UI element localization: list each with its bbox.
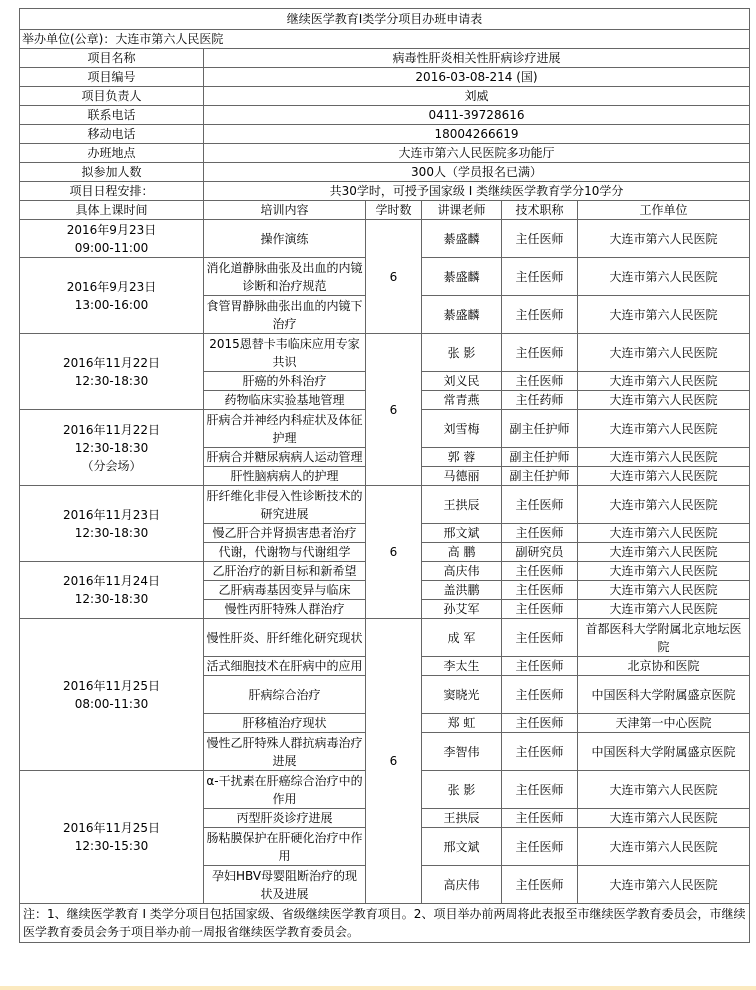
work-unit: 大连市第六人民医院 xyxy=(578,581,750,600)
training-content: 操作演练 xyxy=(204,220,366,258)
session-time: 2016年11月22日 12:30-18:30 xyxy=(20,334,204,410)
training-content: 慢乙肝合并肾损害患者治疗 xyxy=(204,524,366,543)
bottom-strip xyxy=(0,986,756,990)
info-label: 项目负责人 xyxy=(20,87,204,106)
training-content: 肠粘膜保护在肝硬化治疗中作用 xyxy=(204,828,366,866)
work-unit: 大连市第六人民医院 xyxy=(578,448,750,467)
training-content: 肝病合并神经内科症状及体征护理 xyxy=(204,410,366,448)
info-row xyxy=(20,144,750,163)
schedule-row xyxy=(20,334,750,372)
training-content: 肝癌的外科治疗 xyxy=(204,372,366,391)
professional-title: 主任医师 xyxy=(502,714,578,733)
training-content: 2015恩替卡韦临床应用专家共识 xyxy=(204,334,366,372)
work-unit: 大连市第六人民医院 xyxy=(578,600,750,619)
professional-title: 主任医师 xyxy=(502,220,578,258)
info-value: 0411-39728616 xyxy=(204,106,750,125)
lecturer: 邢文斌 xyxy=(422,828,502,866)
session-time: 2016年11月25日 08:00-11:30 xyxy=(20,619,204,771)
lecturer: 王拱辰 xyxy=(422,486,502,524)
training-content: 乙肝治疗的新目标和新希望 xyxy=(204,562,366,581)
lecturer: 李太生 xyxy=(422,657,502,676)
title-row xyxy=(20,9,750,30)
work-unit: 大连市第六人民医院 xyxy=(578,467,750,486)
lecturer: 张 影 xyxy=(422,334,502,372)
lecturer: 高 鹏 xyxy=(422,543,502,562)
schedule-row xyxy=(20,619,750,657)
professional-title: 主任医师 xyxy=(502,372,578,391)
info-value: 大连市第六人民医院多功能厅 xyxy=(204,144,750,163)
professional-title: 主任医师 xyxy=(502,676,578,714)
organizer: 举办单位(公章)：大连市第六人民医院 xyxy=(20,30,750,49)
info-value: 病毒性肝炎相关性肝病诊疗进展 xyxy=(204,49,750,68)
work-unit: 中国医科大学附属盛京医院 xyxy=(578,733,750,771)
training-content: 肝病综合治疗 xyxy=(204,676,366,714)
footnote-row xyxy=(20,904,750,943)
training-content: 肝纤维化非侵入性诊断技术的研究进展 xyxy=(204,486,366,524)
work-unit: 大连市第六人民医院 xyxy=(578,828,750,866)
info-label: 项目编号 xyxy=(20,68,204,87)
lecturer: 高庆伟 xyxy=(422,866,502,904)
training-content: 肝病合并糖尿病病人运动管理 xyxy=(204,448,366,467)
info-row xyxy=(20,163,750,182)
lecturer: 王拱辰 xyxy=(422,809,502,828)
training-content: 食管胃静脉曲张出血的内镜下治疗 xyxy=(204,296,366,334)
credit-hours: 6 xyxy=(366,334,422,486)
lecturer: 窦晓光 xyxy=(422,676,502,714)
lecturer: 高庆伟 xyxy=(422,562,502,581)
info-label: 联系电话 xyxy=(20,106,204,125)
professional-title: 主任医师 xyxy=(502,334,578,372)
column-header: 技术职称 xyxy=(502,201,578,220)
info-value: 刘威 xyxy=(204,87,750,106)
lecturer: 张 影 xyxy=(422,771,502,809)
info-row xyxy=(20,68,750,87)
info-value: 共30学时，可授予国家级 I 类继续医学教育学分10学分 xyxy=(204,182,750,201)
professional-title: 主任医师 xyxy=(502,296,578,334)
column-header: 讲课老师 xyxy=(422,201,502,220)
work-unit: 大连市第六人民医院 xyxy=(578,809,750,828)
info-value: 300人（学员报名已满） xyxy=(204,163,750,182)
lecturer: 綦盛麟 xyxy=(422,296,502,334)
organizer-row xyxy=(20,30,750,49)
column-header: 培训内容 xyxy=(204,201,366,220)
column-header: 具体上课时间 xyxy=(20,201,204,220)
professional-title: 主任药师 xyxy=(502,391,578,410)
work-unit: 大连市第六人民医院 xyxy=(578,486,750,524)
training-content: 孕妇HBV母婴阻断治疗的现状及进展 xyxy=(204,866,366,904)
info-row xyxy=(20,125,750,144)
lecturer: 邢文斌 xyxy=(422,524,502,543)
professional-title: 主任医师 xyxy=(502,524,578,543)
lecturer: 郭 蓉 xyxy=(422,448,502,467)
work-unit: 大连市第六人民医院 xyxy=(578,220,750,258)
work-unit: 天津第一中心医院 xyxy=(578,714,750,733)
training-content: 消化道静脉曲张及出血的内镜诊断和治疗规范 xyxy=(204,258,366,296)
info-label: 拟参加人数 xyxy=(20,163,204,182)
info-row xyxy=(20,87,750,106)
professional-title: 副研究员 xyxy=(502,543,578,562)
training-content: 活式细胞技术在肝病中的应用 xyxy=(204,657,366,676)
session-time: 2016年11月24日 12:30-18:30 xyxy=(20,562,204,619)
work-unit: 大连市第六人民医院 xyxy=(578,562,750,581)
session-time: 2016年11月25日 12:30-15:30 xyxy=(20,771,204,904)
training-content: 代谢，代谢物与代谢组学 xyxy=(204,543,366,562)
session-time: 2016年11月23日 12:30-18:30 xyxy=(20,486,204,562)
training-content: 慢性肝炎、肝纤维化研究现状 xyxy=(204,619,366,657)
lecturer: 盖洪鹏 xyxy=(422,581,502,600)
lecturer: 成 军 xyxy=(422,619,502,657)
professional-title: 主任医师 xyxy=(502,809,578,828)
footnote: 注：1、继续医学教育 I 类学分项目包括国家级、省级继续医学教育项目。2、项目举办前两周将此表报至市继续医学教育委员会，市继续医学教育委员会务于项目举办前一周报省继续医学教育委员会。 xyxy=(20,904,750,943)
training-content: 肝性脑病病人的护理 xyxy=(204,467,366,486)
work-unit: 大连市第六人民医院 xyxy=(578,771,750,809)
training-content: 乙肝病毒基因变异与临床 xyxy=(204,581,366,600)
work-unit: 大连市第六人民医院 xyxy=(578,258,750,296)
work-unit: 大连市第六人民医院 xyxy=(578,391,750,410)
professional-title: 主任医师 xyxy=(502,619,578,657)
lecturer: 刘义民 xyxy=(422,372,502,391)
work-unit: 大连市第六人民医院 xyxy=(578,410,750,448)
column-header: 工作单位 xyxy=(578,201,750,220)
work-unit: 大连市第六人民医院 xyxy=(578,543,750,562)
work-unit: 中国医科大学附属盛京医院 xyxy=(578,676,750,714)
info-label: 办班地点 xyxy=(20,144,204,163)
schedule-header-row xyxy=(20,201,750,220)
credit-hours: 6 xyxy=(366,486,422,619)
professional-title: 主任医师 xyxy=(502,258,578,296)
application-form-table xyxy=(19,8,750,943)
training-content: 慢性丙肝特殊人群治疗 xyxy=(204,600,366,619)
work-unit: 大连市第六人民医院 xyxy=(578,372,750,391)
schedule-row xyxy=(20,220,750,258)
lecturer: 綦盛麟 xyxy=(422,220,502,258)
session-time: 2016年11月22日 12:30-18:30 （分会场） xyxy=(20,410,204,486)
info-label: 项目日程安排： xyxy=(20,182,204,201)
work-unit: 首都医科大学附属北京地坛医院 xyxy=(578,619,750,657)
professional-title: 主任医师 xyxy=(502,562,578,581)
lecturer: 郑 虹 xyxy=(422,714,502,733)
professional-title: 主任医师 xyxy=(502,486,578,524)
schedule-row xyxy=(20,486,750,524)
professional-title: 主任医师 xyxy=(502,657,578,676)
credit-hours: 6 xyxy=(366,619,422,904)
lecturer: 綦盛麟 xyxy=(422,258,502,296)
work-unit: 北京协和医院 xyxy=(578,657,750,676)
professional-title: 主任医师 xyxy=(502,600,578,619)
professional-title: 主任医师 xyxy=(502,828,578,866)
professional-title: 主任医师 xyxy=(502,866,578,904)
info-row xyxy=(20,106,750,125)
info-row xyxy=(20,182,750,201)
work-unit: 大连市第六人民医院 xyxy=(578,334,750,372)
work-unit: 大连市第六人民医院 xyxy=(578,866,750,904)
training-content: 丙型肝炎诊疗进展 xyxy=(204,809,366,828)
credit-hours: 6 xyxy=(366,220,422,334)
lecturer: 常青燕 xyxy=(422,391,502,410)
lecturer: 李智伟 xyxy=(422,733,502,771)
professional-title: 主任医师 xyxy=(502,581,578,600)
training-content: 药物临床实验基地管理 xyxy=(204,391,366,410)
column-header: 学时数 xyxy=(366,201,422,220)
info-label: 项目名称 xyxy=(20,49,204,68)
training-content: 慢性乙肝特殊人群抗病毒治疗进展 xyxy=(204,733,366,771)
work-unit: 大连市第六人民医院 xyxy=(578,524,750,543)
professional-title: 副主任护师 xyxy=(502,410,578,448)
session-time: 2016年9月23日 13:00-16:00 xyxy=(20,258,204,334)
info-row xyxy=(20,49,750,68)
work-unit: 大连市第六人民医院 xyxy=(578,296,750,334)
info-label: 移动电话 xyxy=(20,125,204,144)
professional-title: 副主任护师 xyxy=(502,448,578,467)
info-value: 2016-03-08-214 (国) xyxy=(204,68,750,87)
info-value: 18004266619 xyxy=(204,125,750,144)
professional-title: 主任医师 xyxy=(502,733,578,771)
lecturer: 刘雪梅 xyxy=(422,410,502,448)
training-content: 肝移植治疗现状 xyxy=(204,714,366,733)
lecturer: 马德丽 xyxy=(422,467,502,486)
lecturer: 孙艾军 xyxy=(422,600,502,619)
session-time: 2016年9月23日 09:00-11:00 xyxy=(20,220,204,258)
professional-title: 副主任护师 xyxy=(502,467,578,486)
professional-title: 主任医师 xyxy=(502,771,578,809)
training-content: α-干扰素在肝癌综合治疗中的作用 xyxy=(204,771,366,809)
form-title: 继续医学教育I类学分项目办班申请表 xyxy=(20,9,750,30)
